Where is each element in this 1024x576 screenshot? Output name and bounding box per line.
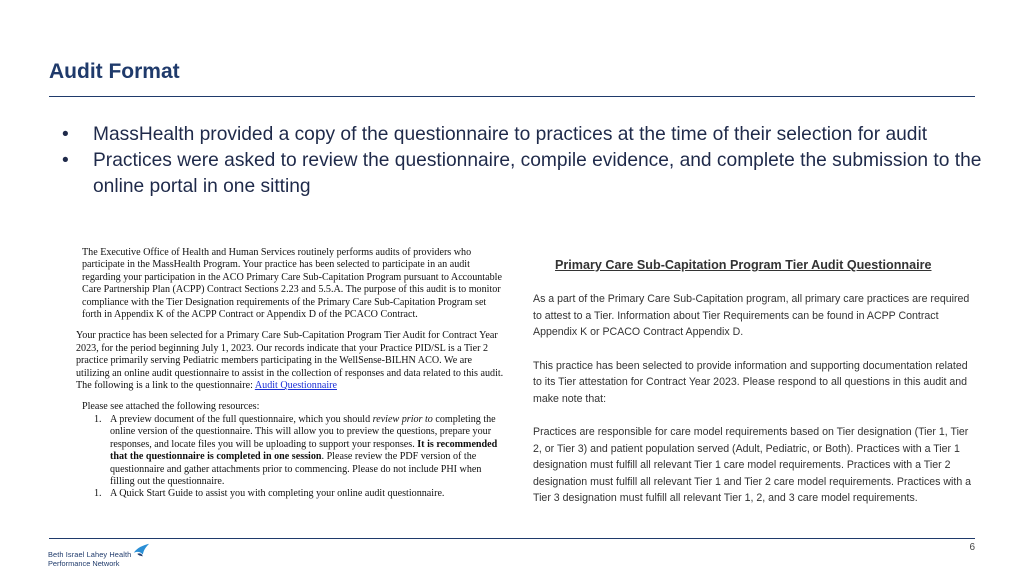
audit-questionnaire-link[interactable]: Audit Questionnaire (254, 380, 337, 392)
bullet-item (62, 122, 982, 148)
bullet-item (62, 148, 982, 200)
audit-letter-excerpt (76, 247, 506, 501)
bird-logo-icon (132, 542, 150, 560)
bullet-text: Practices were asked to review the questionnaire, compile evidence, and complete the submission to the online portal in one sitting (93, 150, 982, 197)
bullet-list (62, 122, 982, 200)
resources-intro: Please see attached the following resources: (82, 401, 260, 413)
resource-bold-text: It is recommended that the questionnaire is completed in one session (110, 438, 498, 463)
resource-item (94, 488, 506, 500)
questionnaire-excerpt (533, 258, 975, 507)
questionnaire-paragraph-3: Practices are responsible for care model requirements based on Tier designation (Tier 1, Tier 2, or Tier 3) and patient population served (Adult, Pediatric, or Both). Practices with a Tier 1 designation must fulfill all relevant Tier 1 care model requirements. Practices with a Tier 2 designation must fulfill all relevant Tier 1 and Tier 2 care model requirements. Practices with a Tier 3 designation must fulfill all relevant Tier 1, 2, and 3 care model requirements. (533, 426, 972, 504)
letter-paragraph-2-text: Your practice has been selected for a Primary Care Sub-Capitation Program Tier Audit for Contract Year 2023, for the period beginning July 1, 2023. Our records indicate that your Practice PID/SL is a Tier 2 practice primarily serving Pediatric members participating in the WellSense-BILHN ACO. We are utilizing an online audit questionnaire to assist in the collection of responses and data related to this audit. The following is a link to the questionnaire: (76, 330, 504, 392)
questionnaire-paragraph-2: This practice has been selected to provide information and supporting documentation related to its Tier attestation for Contract Year 2023. Please respond to all questions in this audit and make note that: (533, 359, 968, 405)
letter-paragraph-2 (76, 330, 506, 392)
resource-text: . Please review the PDF version of the questionnaire and gather attachments prior to commencing. Please do not include PHI when filling out the questionnaire. (110, 451, 482, 487)
footer-divider (49, 538, 975, 539)
company-logo (48, 542, 158, 572)
resource-text: completing the online version of the questionnaire. This will allow you to preview the questions, prepare your responses, and locate files you will be uploading to support your responses. (110, 413, 496, 450)
letter-paragraph-1: The Executive Office of Health and Human Services routinely performs audits of providers who participate in the MassHealth Program. Your practice has been selected to participate in an audit regarding your participation in the ACO Primary Care Sub-Capitation Program pursuant to Accountable Care Partnership Plan (ACPP) Contract Sections 2.23 and 5.5.A. The purpose of this audit is to monitor compliance with the Tier Designation requirements of the Primary Care Sub-Capitation Program set forth in Appendix K of the ACPP Contract or Appendix D of the PCACO Contract. (82, 247, 502, 321)
bullet-text: MassHealth provided a copy of the questionnaire to practices at the time of their selection for audit (93, 124, 928, 145)
resources-list (82, 414, 506, 501)
resource-item (94, 414, 506, 488)
resource-italic-text: review prior to (372, 413, 433, 425)
resource-number: 1. (94, 488, 102, 500)
logo-text-line-1: Beth Israel Lahey Health (48, 550, 132, 559)
resource-text: A Quick Start Guide to assist you with completing your online audit questionnaire. (110, 488, 445, 500)
logo-text-line-2: Performance Network (48, 559, 120, 568)
page-number: 6 (969, 542, 975, 553)
resource-text: A preview document of the full questionnaire, which you should (110, 413, 373, 425)
letter-resources (76, 401, 506, 500)
resource-number: 1. (94, 413, 102, 425)
title-divider (49, 96, 975, 97)
bullet-glyph: • (62, 124, 69, 145)
questionnaire-title: Primary Care Sub-Capitation Program Tier Audit Questionnaire (555, 258, 932, 272)
slide-title: Audit Format (49, 60, 180, 83)
bullet-glyph: • (62, 150, 69, 171)
questionnaire-paragraph-1: As a part of the Primary Care Sub-Capitation program, all primary care practices are required to attest to a Tier. Information about Tier Requirements can be found in ACPP Contract Appendix K or PCACO Contract Appendix D. (533, 293, 970, 338)
